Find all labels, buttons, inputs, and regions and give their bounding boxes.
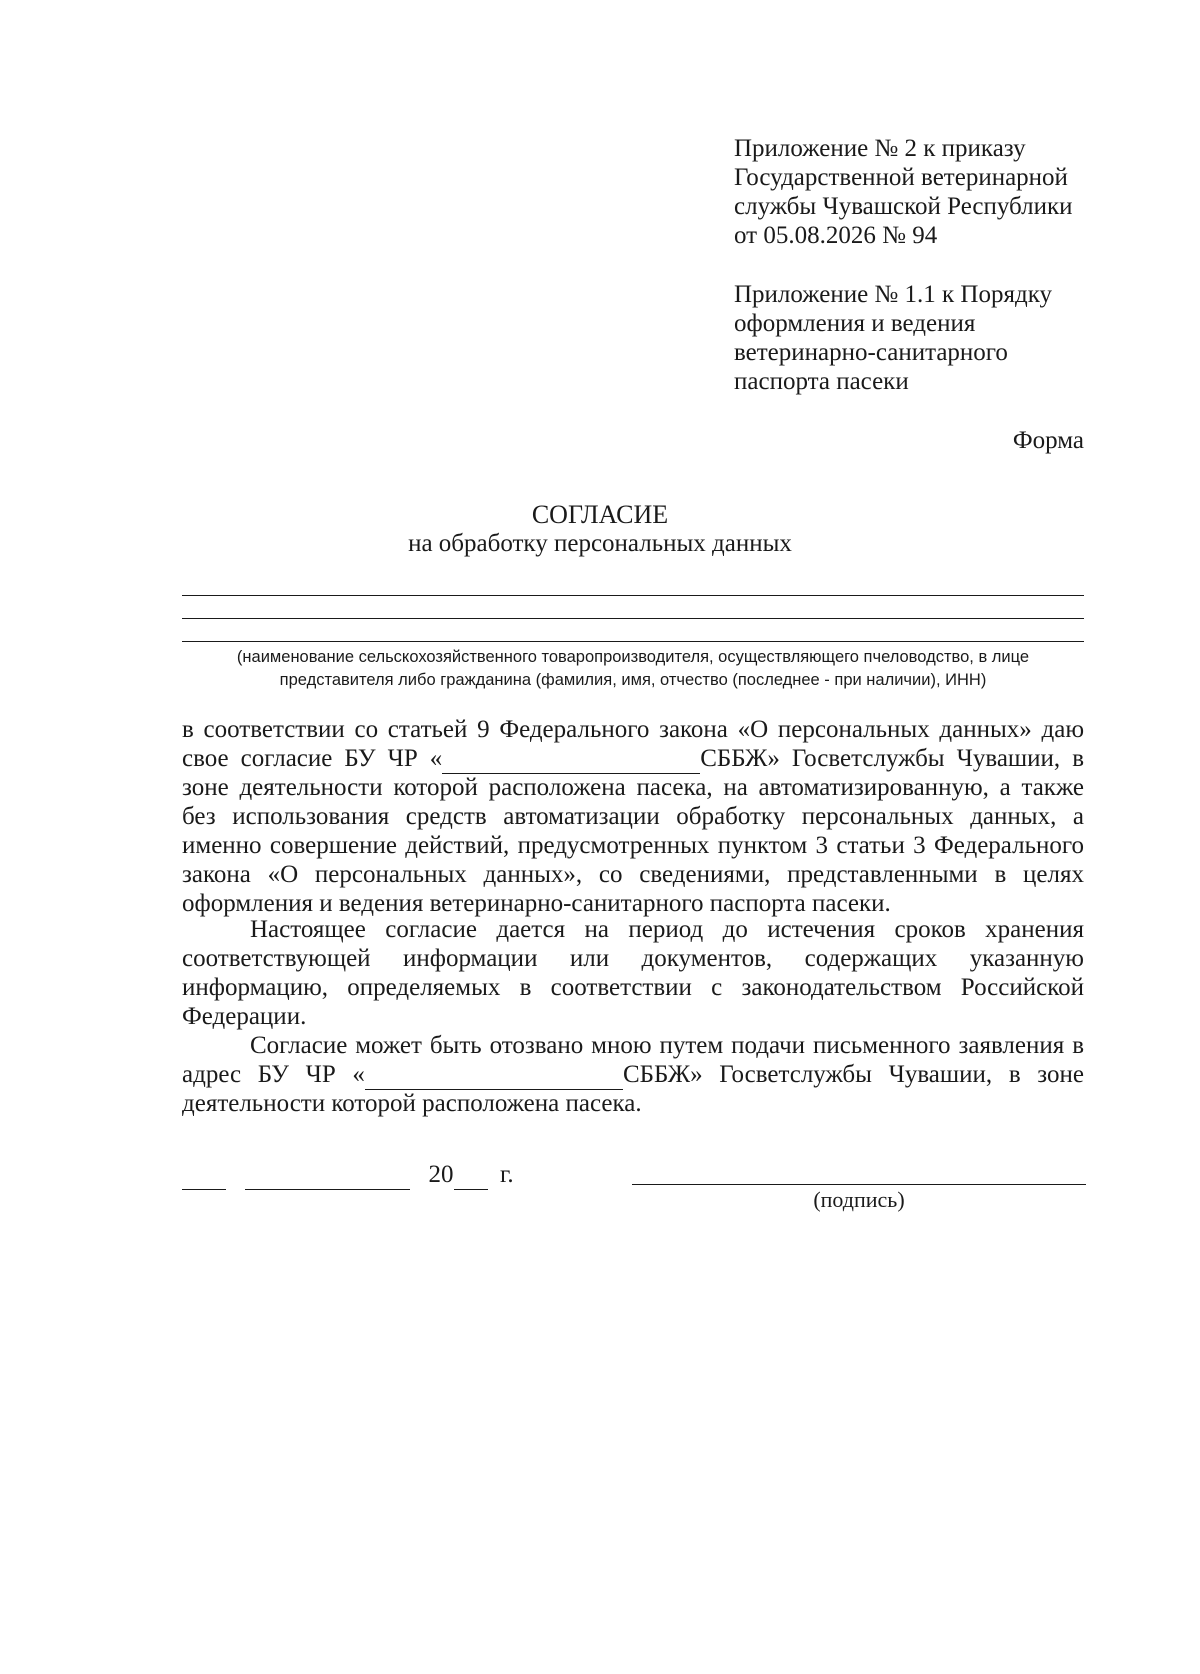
paragraph-line: деятельности которой расположена пасека. — [182, 1090, 642, 1117]
document-title: СОГЛАСИЕ — [531, 500, 669, 529]
paragraph-period — [182, 915, 1084, 1031]
paragraph-line: соответствующей информации или документов, содержащих указанную — [182, 945, 1084, 972]
institution-blank[interactable] — [442, 744, 700, 774]
document-subtitle: на обработку персональных данных — [408, 530, 792, 557]
year-blank[interactable] — [454, 1160, 488, 1190]
paragraph-line: именно совершение действий, предусмотренных пунктом 3 статьи 3 Федерального — [182, 832, 1084, 859]
year-suffix: г. — [500, 1161, 514, 1188]
paragraph-line: закона «О персональных данных», со сведениями, представленными в целях — [182, 861, 1084, 888]
paragraph-line: Согласие может быть отозвано мною путем подачи письменного заявления в — [250, 1032, 1084, 1059]
appendix-order-reference: Приложение № 2 к приказу Государственной ветеринарной службы Чувашской Республики от 05.08.2026 № 94 — [734, 135, 1073, 249]
paragraph-revocation — [182, 1031, 1084, 1118]
date-line — [182, 1160, 514, 1190]
institution-blank[interactable] — [365, 1060, 623, 1090]
paragraph-line: адрес БУ ЧР « СББЖ» Госветслужбы Чувашии, в зоне — [182, 1061, 1084, 1088]
fill-line-3[interactable] — [182, 641, 1084, 642]
paragraph-line: свое согласие БУ ЧР « СББЖ» Госветслужбы Чувашии, в — [182, 745, 1084, 772]
fill-line-1[interactable] — [182, 595, 1084, 596]
paragraph-line: оформления и ведения ветеринарно-санитарного паспорта пасеки. — [182, 890, 891, 917]
paragraph-line: Федерации. — [182, 1003, 307, 1030]
day-blank[interactable] — [182, 1160, 226, 1190]
fill-line-caption: (наименование сельскохозяйственного товаропроизводителя, осуществляющего пчеловодство, в лице представителя либо гражданина (фамилия, имя, отчество (последнее - при наличии), ИНН) — [236, 648, 1030, 689]
signature-line[interactable] — [632, 1184, 1086, 1185]
paragraph-line: зоне деятельности которой расположена пасека, на автоматизированную, а также — [182, 774, 1084, 801]
paragraph-line: Настоящее согласие дается на период до истечения сроков хранения — [250, 916, 1084, 943]
fill-line-2[interactable] — [182, 618, 1084, 619]
paragraph-line: в соответствии со статьей 9 Федерального закона «О персональных данных» даю — [182, 716, 1084, 743]
paragraph-consent — [182, 715, 1084, 918]
paragraph-line: информацию, определяемых в соответствии с законодательством Российской — [182, 974, 1084, 1001]
year-prefix: 20 — [428, 1161, 454, 1188]
form-label: Форма — [1012, 427, 1084, 454]
signature-caption: (подпись) — [813, 1187, 905, 1212]
appendix-procedure-reference: Приложение № 1.1 к Порядку оформления и ведения ветеринарно-санитарного паспорта пасеки — [734, 281, 1052, 395]
paragraph-line: без использования средств автоматизации обработку персональных данных, а — [182, 803, 1084, 830]
month-blank[interactable] — [245, 1160, 410, 1190]
